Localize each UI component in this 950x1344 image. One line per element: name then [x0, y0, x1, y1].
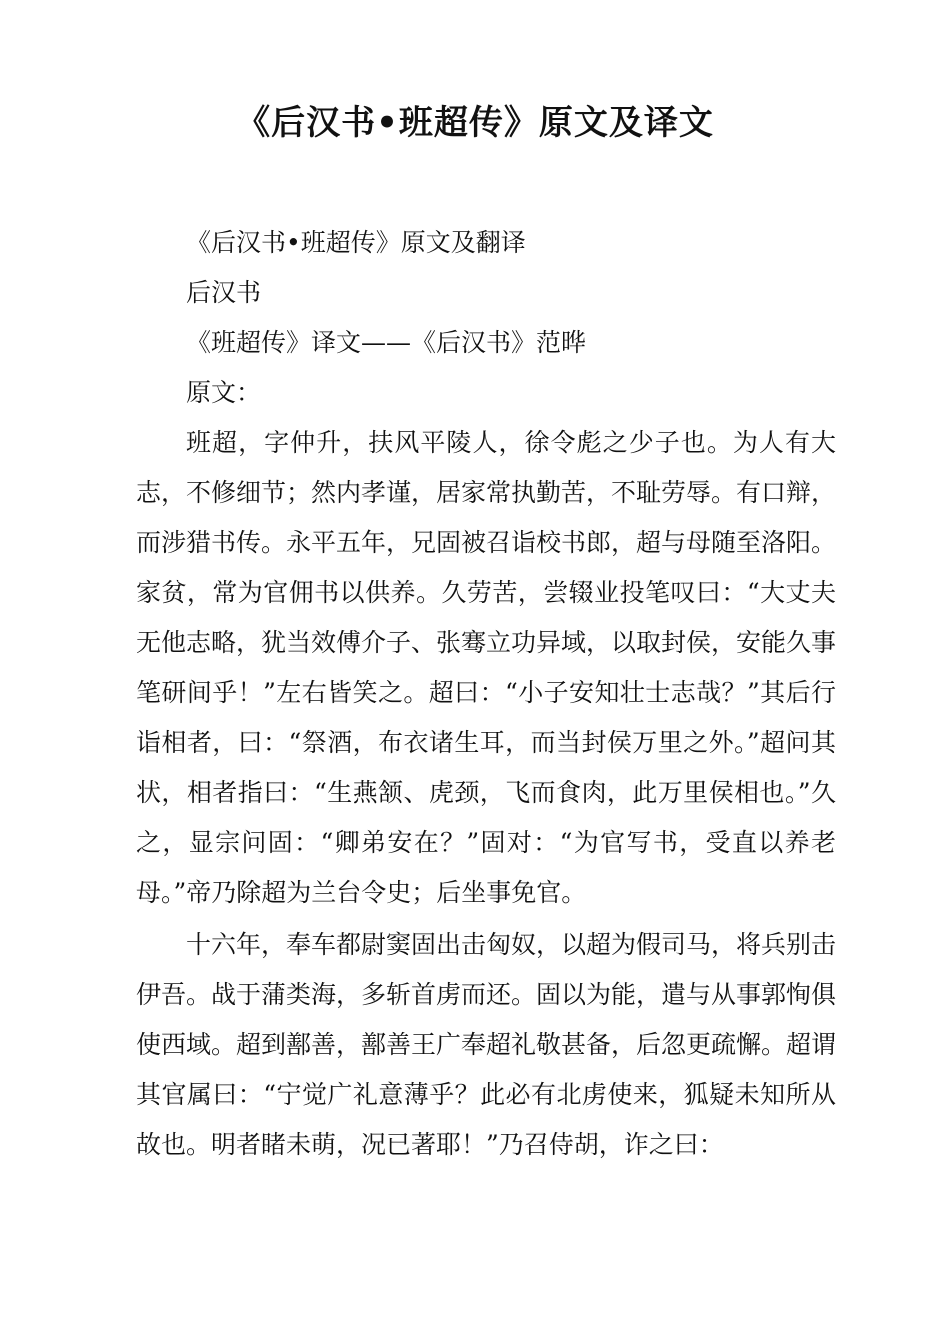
document-body [136, 218, 836, 1170]
paragraph-1: 班超，字仲升，扶风平陵人，徐令彪之少子也。为人有大志，不修细节；然内孝谨，居家常执勤苦，不耻劳辱。有口辩，而涉猎书传。永平五年，兄固被召诣校书郎，超与母随至洛阳。家贫，常为官佣书以供养。久劳苦，尝辍业投笔叹曰：“大丈夫无他志略，犹当效傅介子、张骞立功异域，以取封侯，安能久事笔研间乎！”左右皆笑之。超曰：“小子安知壮士志哉？”其后行诣相者，曰：“祭酒，布衣诸生耳，而当封侯万里之外。”超问其状，相者指曰：“生燕颔、虎颈，飞而食肉，此万里侯相也。”久之，显宗问固：“卿弟安在？”固对：“为官写书，受直以养老母。”帝乃除超为兰台令史；后坐事免官。 [136, 428, 837, 907]
original-text-label: 原文： [186, 378, 262, 407]
subtitle-line: 《后汉书•班超传》原文及翻译 [186, 228, 526, 257]
paragraph-2: 十六年，奉车都尉窦固出击匈奴，以超为假司马，将兵别击伊吾。战于蒲类海，多斩首虏而还。固以为能，遣与从事郭恂俱使西域。超到鄯善，鄯善王广奉超礼敬甚备，后忽更疏懈。超谓其官属曰：“宁觉广礼意薄乎？此必有北虏使来，狐疑未知所从故也。明者睹未萌，况已著耶！”乃召侍胡，诈之曰： [136, 930, 837, 1159]
document-title: 《后汉书•班超传》原文及译文 [236, 103, 714, 143]
book-name-line: 后汉书 [186, 278, 262, 307]
translation-heading-line: 《班超传》译文——《后汉书》范晔 [186, 328, 587, 357]
